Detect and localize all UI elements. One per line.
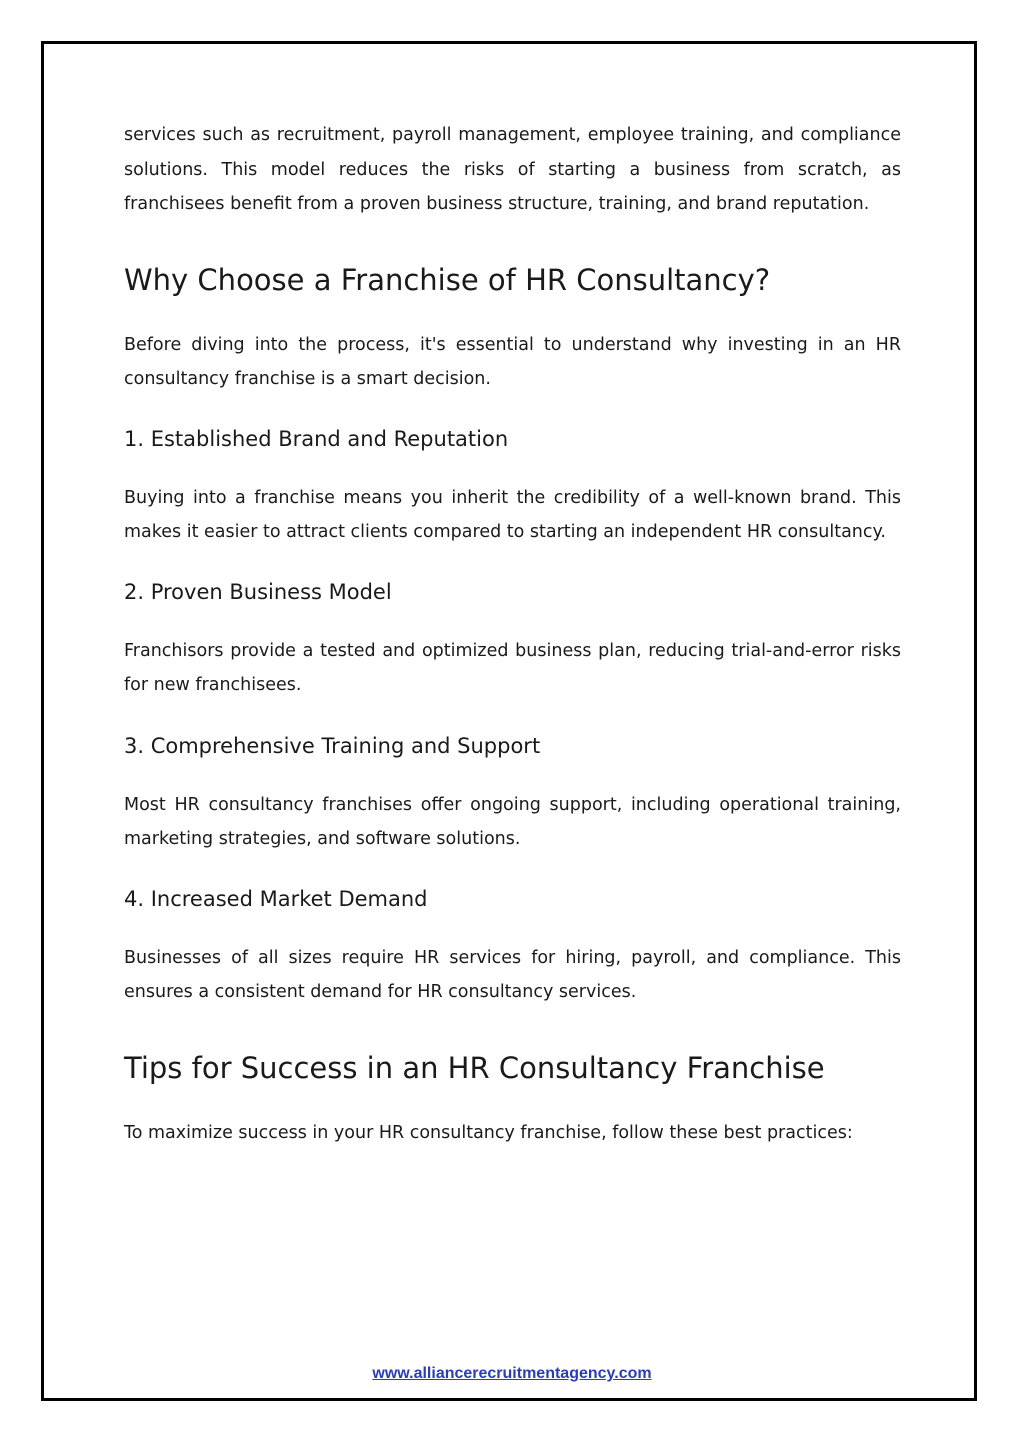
- item-title-2: 2. Proven Business Model: [124, 579, 392, 604]
- item-title-3: 3. Comprehensive Training and Support: [124, 733, 541, 758]
- intro-paragraph: services such as recruitment, payroll management, employee training, and compliance solutions. This model reduces the risks of starting a business from scratch, as franchisees benefit from a proven business structure, training, and brand reputation.: [124, 125, 901, 214]
- section-heading-why: Why Choose a Franchise of HR Consultancy?: [124, 262, 771, 297]
- item-title-1: 1. Established Brand and Reputation: [124, 426, 509, 451]
- page-content: [124, 118, 901, 1150]
- section-why-intro: Before diving into the process, it's essential to understand why investing in an HR consultancy franchise is a smart decision.: [124, 334, 901, 389]
- item-title-4: 4. Increased Market Demand: [124, 886, 428, 911]
- item-body-1: Buying into a franchise means you inherit the credibility of a well-known brand. This makes it easier to attract clients compared to starting an independent HR consultancy.: [124, 487, 901, 542]
- item-body-2: Franchisors provide a tested and optimized business plan, reducing trial-and-error risks for new franchisees.: [124, 640, 901, 695]
- item-body-3: Most HR consultancy franchises offer ongoing support, including operational training, marketing strategies, and software solutions.: [124, 794, 901, 849]
- section-heading-tips: Tips for Success in an HR Consultancy Franchise: [124, 1050, 825, 1085]
- section-tips-intro: To maximize success in your HR consultancy franchise, follow these best practices:: [124, 1122, 853, 1143]
- website-link[interactable]: www.alliancerecruitmentagency.com: [372, 1365, 652, 1382]
- item-body-4: Businesses of all sizes require HR services for hiring, payroll, and compliance. This ensures a consistent demand for HR consultancy services.: [124, 947, 901, 1002]
